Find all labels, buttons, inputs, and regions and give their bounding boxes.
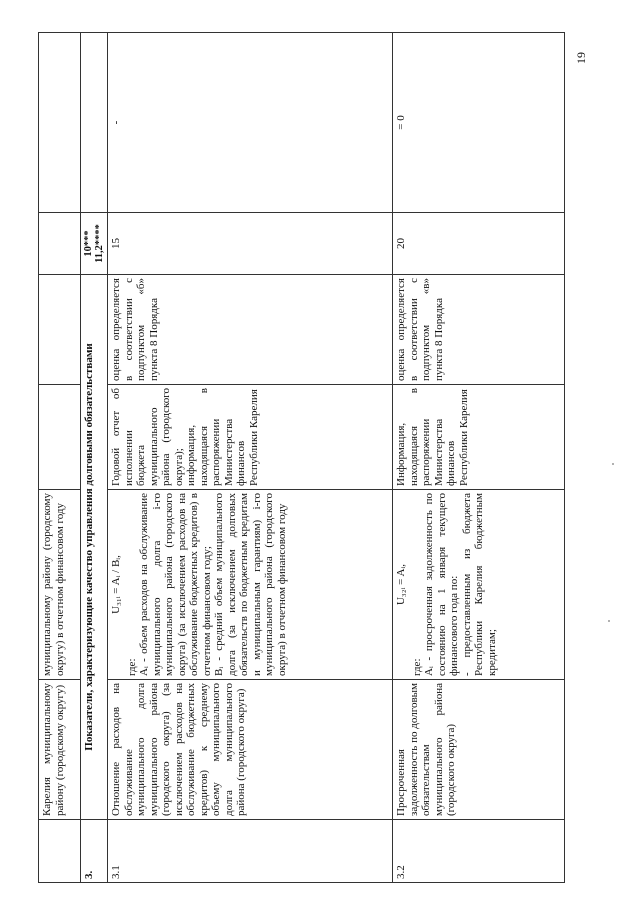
formula-description: где: Aᵢ - просроченная задолженность по состоянию на 1 января текущего финансового года по: - предоставленным из бюджета Республики Карелия бюджетным кредитам; — [410, 493, 498, 676]
indicator-name: Отношение расходов на обслуживание муниципального долга муниципального района (городского округа) (за исключением расходов на обслуживание бюджетных кредитов) к среднему объему муниципального долга муниципального района (городского округа) — [108, 680, 393, 820]
data-source: Годовой отчет об исполнении бюджета муниципального района (городского округа); информация, находящаяся в распоряжении Министерства финансов Республики Карелия — [108, 385, 393, 490]
section-weight: 10*** 11,2**** — [81, 213, 108, 275]
table-row — [108, 33, 393, 883]
criteria-table — [38, 32, 565, 883]
rotated-page — [38, 33, 563, 883]
evaluation-method: оценка определяется в соответствии с подпунктом «б» пункта 8 Порядка — [108, 275, 393, 385]
formula-description: где: Aᵢ - объем расходов на обслуживание муниципального долга i-го муниципального района (городского округа) (за исключением расходов на обслуживание бюджетных кредитов) в отчетном финансовом году; Bᵢ - средний объем муниципального долга (за исключением долговых обязательств по бюджетным кредитам и муниципальным гарантиям) i-го муниципального района (городского округа) в отчетном финансовом году — [125, 493, 288, 676]
top-weight-cell — [39, 213, 81, 275]
top-threshold-cell — [39, 33, 81, 213]
scan-dot — [608, 620, 610, 622]
indicator-weight: 15 — [108, 213, 393, 275]
table-row — [393, 33, 565, 883]
evaluation-method: оценка определяется в соответствии с подпунктом «в» пункта 8 Порядка — [393, 275, 565, 385]
data-source: Информация, находящаяся в распоряжении Министерства финансов Республики Карелия — [393, 385, 565, 490]
top-eval-cell — [39, 275, 81, 385]
indicator-weight: 20 — [393, 213, 565, 275]
table-row — [39, 33, 81, 883]
indicator-threshold: = 0 — [393, 33, 565, 213]
row-number: 3.1 — [108, 820, 393, 883]
top-formula-cell: муниципальному району (городскому округу) в отчетном финансовом году — [39, 490, 81, 680]
scan-dot — [612, 463, 614, 465]
formula-line: U₃₁ᵢ = Aᵢ / Bᵢ, — [110, 555, 122, 614]
top-name-cell: Карелия муниципальному району (городскому округу) — [39, 680, 81, 820]
indicator-formula — [108, 490, 393, 680]
section-row — [81, 33, 108, 883]
formula-line: U₃₂ᵢ = Aᵢ, — [395, 564, 407, 606]
top-source-cell — [39, 385, 81, 490]
section-number: 3. — [81, 820, 108, 883]
top-num-cell — [39, 820, 81, 883]
page-number: 19 — [574, 52, 588, 64]
indicator-name: Просроченная задолженность по долговым обязательствам муниципального района (городского округа) — [393, 680, 565, 820]
indicator-threshold: - — [108, 33, 393, 213]
row-number: 3.2 — [393, 820, 565, 883]
indicator-formula — [393, 490, 565, 680]
section-title: Показатели, характеризующие качество управления долговыми обязательствами — [81, 275, 108, 820]
section-threshold-cell — [81, 33, 108, 213]
